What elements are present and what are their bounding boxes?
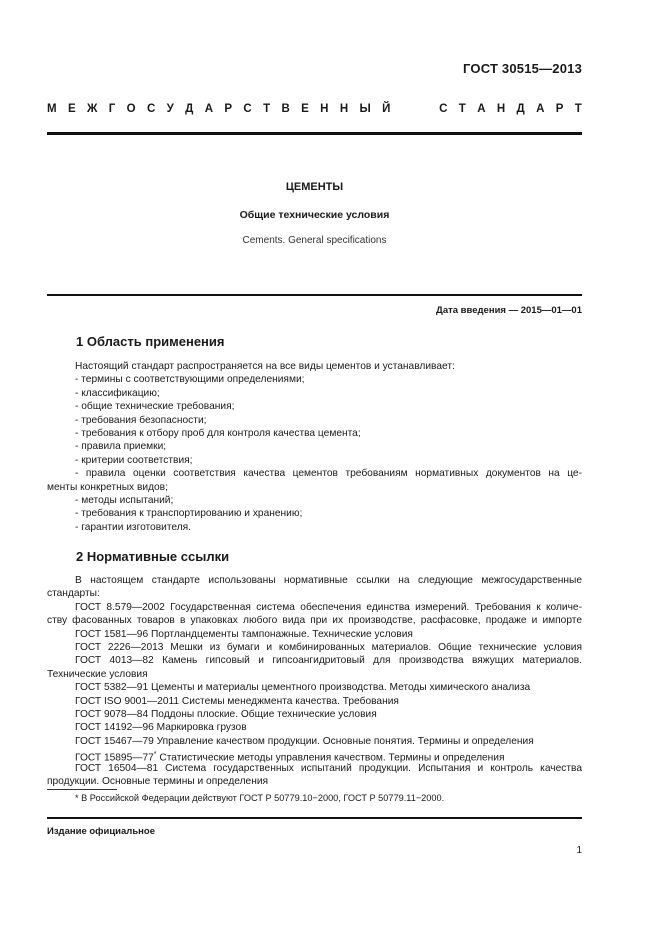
banner-letter: С <box>439 103 448 115</box>
list-item: - гарантии изготовителя. <box>75 521 192 533</box>
list-item-continuation: менты конкретных видов; <box>47 481 168 493</box>
section-2-heading: 2 Нормативные ссылки <box>76 549 230 564</box>
list-item: - требования к отбору проб для контроля качества цемента; <box>75 428 361 439</box>
banner-letter: О <box>126 103 136 115</box>
banner-letter: С <box>146 103 156 115</box>
reference-item: ГОСТ 5382—91 Цементы и материалы цементного производства. Методы химического анализа <box>75 682 531 694</box>
list-item: - критерии соответствия; <box>75 454 193 466</box>
page-number: 1 <box>576 845 582 856</box>
document-title: ЦЕМЕНТЫ <box>285 181 344 193</box>
english-title: Cements. General specifications <box>242 235 387 246</box>
banner-letter: А <box>204 103 214 115</box>
banner-letter: Е <box>301 103 309 115</box>
banner-letter: Т <box>263 103 271 115</box>
list-item: - правила приемки; <box>75 441 167 453</box>
reference-item: ГОСТ 15467—79 Управление качеством продукции. Основные понятия. Термины и определения <box>75 735 534 747</box>
banner-letter: В <box>281 103 290 115</box>
reference-text: Статистические методы управления качеством. Термины и определения <box>156 752 505 764</box>
banner-letter: У <box>166 103 174 115</box>
banner-letter: Й <box>382 103 391 115</box>
banner-letter: Е <box>67 103 76 115</box>
list-item: - правила оценки соответствия качества цементов требованиям нормативных документов на це- <box>75 468 582 480</box>
reference-item: ГОСТ 2226—2013 Мешки из бумаги и комбинированных материалов. Общие технические условия <box>75 642 582 653</box>
list-item: - требования к транспортированию и хранению; <box>75 508 303 520</box>
official-edition-label: Издание официальное <box>47 826 155 837</box>
list-item: - общие технические требования; <box>75 401 235 413</box>
header-divider <box>47 132 582 135</box>
banner-gap <box>402 103 428 115</box>
banner-letter: Т <box>574 103 582 115</box>
footnote-divider <box>47 789 117 790</box>
reference-item: ГОСТ 16504—81 Система государственных испытаний продукции. Испытания и контроль качества <box>75 762 582 774</box>
banner-letter: А <box>536 103 545 115</box>
reference-code: ГОСТ 15895—77 <box>75 752 154 764</box>
reference-item: ГОСТ 9078—84 Поддоны плоские. Общие технические условия <box>75 709 377 720</box>
banner-letter: Н <box>339 103 349 115</box>
title-divider <box>47 294 582 296</box>
banner-letter: Г <box>108 103 116 115</box>
banner-letter: Ы <box>359 103 371 115</box>
introduction-date: Дата введения — 2015—01—01 <box>436 305 582 316</box>
list-item: - требования безопасности; <box>75 414 207 426</box>
document-subtitle: Общие технические условия <box>239 209 390 221</box>
footnote: * В Российской Федерации действуют ГОСТ Р 50779.10−2000, ГОСТ Р 50779.11−2000. <box>75 793 445 803</box>
banner-letter: Д <box>516 103 525 115</box>
footnote-mark[interactable]: * <box>153 751 157 759</box>
reference-item: ГОСТ 1581—96 Портландцементы тампонажные. Технические условия <box>75 628 413 640</box>
reference-item: ГОСТ 8.579—2002 Государственная система обеспечения единства измерений. Требования к количе- <box>75 601 582 613</box>
banner-letter: Р <box>224 103 233 115</box>
list-item: - методы испытаний; <box>75 495 174 506</box>
section-2-lead-continuation: стандарты: <box>47 588 100 600</box>
banner-letter: Р <box>555 103 564 115</box>
banner-letter: Н <box>496 103 506 115</box>
section-1-lead: Настоящий стандарт распространяется на все виды цементов и устанавливает: <box>75 361 455 372</box>
list-item: - термины с соответствующими определениями; <box>75 374 305 386</box>
banner-letter: С <box>243 103 252 115</box>
banner-letter: М <box>47 103 57 115</box>
reference-item-continuation: Технические условия <box>47 668 148 680</box>
banner-letter: Т <box>458 103 466 115</box>
reference-item: ГОСТ 4013—82 Камень гипсовый и гипсоангидритовый для производства вяжущих материалов. <box>75 655 582 667</box>
standard-number: ГОСТ 30515—2013 <box>463 61 582 76</box>
footer-divider <box>47 817 582 819</box>
interstate-standard-banner <box>47 103 582 115</box>
section-1-heading: 1 Область применения <box>76 334 225 349</box>
banner-letter: Н <box>320 103 329 115</box>
reference-item-continuation: продукции. Основные термины и определения <box>47 776 269 787</box>
section-2-lead: В настоящем стандарте использованы нормативные ссылки на следующие межгосударственные <box>75 575 582 586</box>
reference-item: ГОСТ ISO 9001—2011 Системы менеджмента качества. Требования <box>75 695 399 707</box>
reference-item: ГОСТ 14192—96 Маркировка грузов <box>75 722 247 734</box>
reference-item-continuation: ству фасованных товаров в упаковках любого вида при их производстве, расфасовке, продаже и импорте <box>47 615 582 627</box>
banner-letter: Д <box>185 103 194 115</box>
banner-letter: Ж <box>86 103 98 115</box>
banner-letter: А <box>477 103 486 115</box>
list-item: - классификацию; <box>75 387 160 399</box>
